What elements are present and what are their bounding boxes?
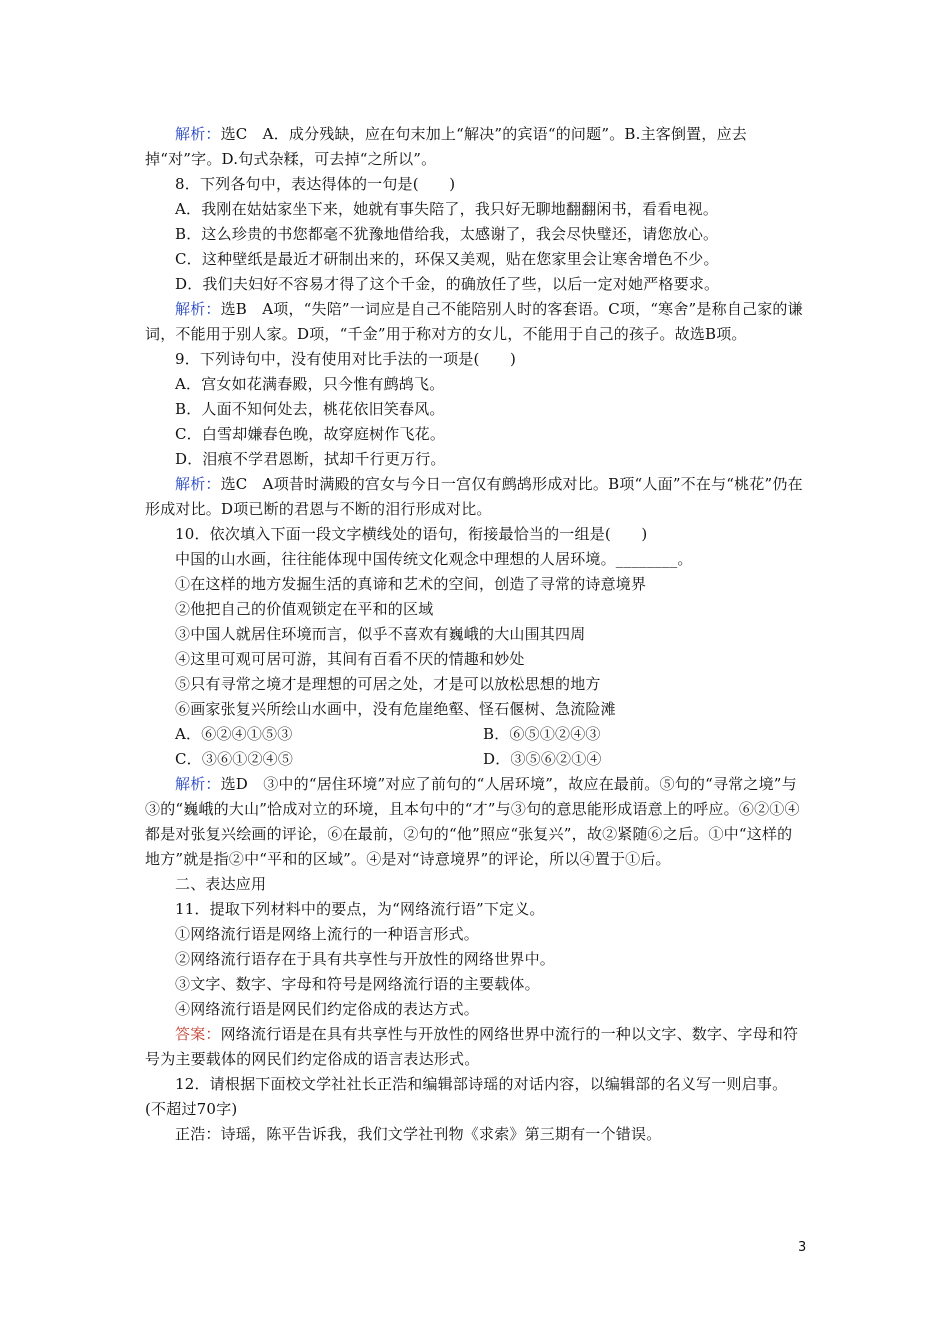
- q9-analysis-text: 选C A项昔时满殿的宫女与今日一宫仅有鹧鸪形成对比。B项“人面”不在与“桃花”仍在形成对比。D项已断的君恩与不断的泪行形成对比。: [145, 475, 803, 518]
- q11-answer-text: 网络流行语是在具有共享性与开放性的网络世界中流行的一种以文字、数字、字母和符号为主要载体的网民们约定俗成的语言表达形式。: [145, 1025, 799, 1068]
- q10-choice-a: A．⑥②④①⑤③: [175, 725, 293, 743]
- q10-choice-d: D．③⑤⑥②①④: [483, 750, 602, 768]
- analysis-label: 解析：: [175, 775, 221, 793]
- q7-analysis: [145, 122, 807, 172]
- analysis-label: 解析：: [175, 125, 221, 143]
- q9-option-d: D．泪痕不学君恩断，拭却千行更万行。: [175, 450, 446, 468]
- q9-analysis: [145, 472, 807, 522]
- q9-option-c: C．白雪却嫌春色晚，故穿庭树作飞花。: [175, 425, 446, 443]
- q7-analysis-text: 选C A．成分残缺，应在句末加上“解决”的宾语“的问题”。B.主客倒置，应去掉“对”字。D.句式杂糅，可去掉“之所以”。: [145, 125, 747, 168]
- q10-passage: 中国的山水画，往往能体现中国传统文化观念中理想的人居环境。________。: [175, 550, 693, 568]
- analysis-label: 解析：: [175, 475, 221, 493]
- answer-label: 答案：: [175, 1025, 221, 1043]
- q10-choices-row-1: [145, 722, 807, 747]
- q11-item-4: ④网络流行语是网民们约定俗成的表达方式。: [175, 1000, 480, 1018]
- q8-option-a: A．我刚在姑姑家坐下来，她就有事失陪了，我只好无聊地翻翻闲书，看看电视。: [175, 200, 719, 218]
- q11-item-1: ①网络流行语是网络上流行的一种语言形式。: [175, 925, 480, 943]
- q11-item-2: ②网络流行语存在于具有共享性与开放性的网络世界中。: [175, 950, 556, 968]
- q11-answer: [145, 1022, 807, 1072]
- q8-option-b: B．这么珍贵的书您都毫不犹豫地借给我，太感谢了，我会尽快璧还，请您放心。: [175, 225, 719, 243]
- q10-choice-b: B．⑥⑤①②④③: [483, 725, 601, 743]
- q11-stem: 11．提取下列材料中的要点，为“网络流行语”下定义。: [175, 900, 545, 918]
- q9-option-b: B．人面不知何处去，桃花依旧笑春风。: [175, 400, 445, 418]
- page-number: 3: [798, 1240, 807, 1255]
- section-heading: 二、表达应用: [175, 875, 267, 893]
- q10-item-5: ⑤只有寻常之境才是理想的可居之处，才是可以放松思想的地方: [175, 675, 601, 693]
- q10-analysis: [145, 772, 807, 872]
- q10-item-1: ①在这样的地方发掘生活的真谛和艺术的空间，创造了寻常的诗意境界: [175, 575, 647, 593]
- q8-option-c: C．这种壁纸是最近才研制出来的，环保又美观，贴在您家里会让寒舍增色不少。: [175, 250, 719, 268]
- q10-item-4: ④这里可观可居可游，其间有百看不厌的情趣和妙处: [175, 650, 525, 668]
- q8-analysis-text: 选B A项，“失陪”一词应是自己不能陪别人时的客套语。C项，“寒舍”是称自己家的谦词，不能用于别人家。D项，“千金”用于称对方的女儿，不能用于自己的孩子。故选B项。: [145, 300, 803, 343]
- q12-dialogue-line: 正浩：诗瑶，陈平告诉我，我们文学社刊物《求索》第三期有一个错误。: [175, 1125, 662, 1143]
- q9-option-a: A．宫女如花满春殿，只今惟有鹧鸪飞。: [175, 375, 445, 393]
- q10-choices-row-2: [145, 747, 807, 772]
- q10-item-2: ②他把自己的价值观锁定在平和的区域: [175, 600, 434, 618]
- analysis-label: 解析：: [175, 300, 221, 318]
- q11-item-3: ③文字、数字、字母和符号是网络流行语的主要载体。: [175, 975, 540, 993]
- q12-stem: 12．请根据下面校文学社社长正浩和编辑部诗瑶的对话内容，以编辑部的名义写一则启事。(不超过70字): [145, 1075, 788, 1118]
- q10-item-6: ⑥画家张复兴所绘山水画中，没有危崖绝壑、怪石偃树、急流险滩: [175, 700, 616, 718]
- q10-stem: 10．依次填入下面一段文字横线处的语句，衔接最恰当的一组是( ): [175, 525, 648, 543]
- q9-stem: 9．下列诗句中，没有使用对比手法的一项是( ): [175, 350, 517, 368]
- q8-analysis: [145, 297, 807, 347]
- q8-option-d: D．我们夫妇好不容易才得了这个千金，的确放任了些，以后一定对她严格要求。: [175, 275, 720, 293]
- page-content: [145, 122, 807, 1147]
- q8-stem: 8．下列各句中，表达得体的一句是( ): [175, 175, 456, 193]
- q10-choice-c: C．③⑥①②④⑤: [175, 750, 294, 768]
- q10-item-3: ③中国人就居住环境而言，似乎不喜欢有巍峨的大山围其四周: [175, 625, 586, 643]
- q10-analysis-text: 选D ③中的“居住环境”对应了前句的“人居环境”，故应在最前。⑤句的“寻常之境”与③的“巍峨的大山”恰成对立的环境，且本句中的“才”与③句的意思能形成语意上的呼应。⑥②①④都是对张复兴绘画的评论，⑥在最前，②句的“他”照应“张复兴”，故②紧随⑥之后。①中“这样的地方”就是指②中“平和的区域”。④是对“诗意境界”的评论，所以④置于①后。: [145, 775, 800, 868]
